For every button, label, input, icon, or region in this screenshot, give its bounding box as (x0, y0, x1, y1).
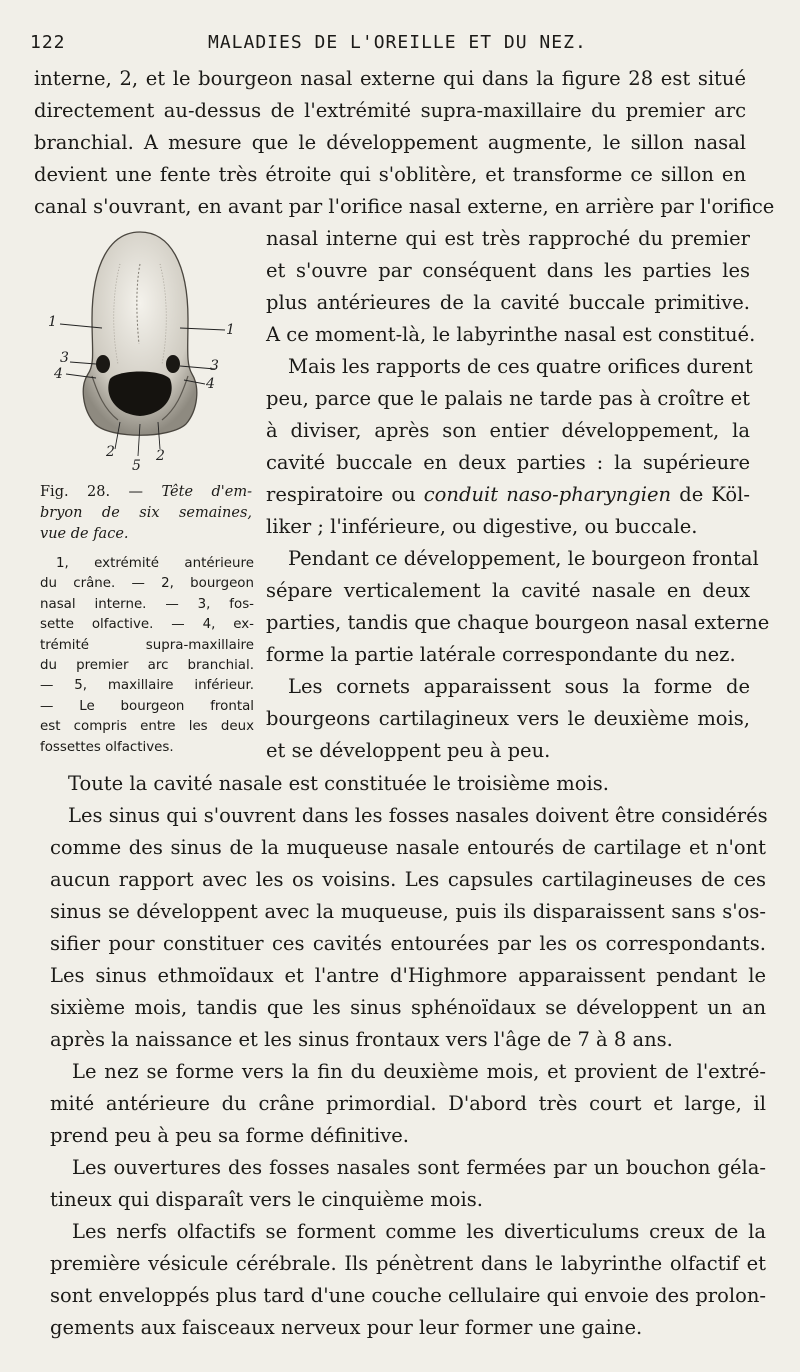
text-line (266, 479, 750, 511)
page-header (30, 30, 770, 60)
figure-caption (40, 482, 252, 545)
text-line: devient une fente très étroite qui s'oblitère, et transforme ce sillon en (34, 163, 746, 186)
text-line: Pendant ce développement, le bourgeon frontal (288, 547, 759, 570)
legend-line: fossettes olfactives. (40, 739, 174, 755)
text-line: aucun rapport avec les os voisins. Les capsules cartilagineuses de ces (50, 868, 766, 891)
text-line: Le nez se forme vers la fin du deuxième mois, et provient de l'extré- (72, 1060, 766, 1083)
legend-line: du crâne. — 2, bourgeon (40, 576, 254, 592)
text-fragment: respiratoire ou (266, 483, 416, 506)
text-line: sinus se développent avec la muqueuse, puis ils disparaissent sans s'os- (50, 900, 766, 923)
text-line: Les ouvertures des fosses nasales sont fermées par un bouchon géla- (72, 1156, 766, 1179)
text-line: prend peu à peu sa forme définitive. (50, 1124, 409, 1147)
text-line: sifier pour constituer ces cavités entourées par les os correspondants. (50, 932, 766, 955)
text-line: première vésicule cérébrale. Ils pénètrent dans le labyrinthe olfactif et (50, 1252, 766, 1275)
text-line: sixième mois, tandis que les sinus sphénoïdaux se développent un an (50, 996, 766, 1019)
legend-line: — Le bourgeon frontal (40, 698, 254, 714)
text-line: liker ; l'inférieure, ou digestive, ou buccale. (266, 515, 698, 538)
text-line: Mais les rapports de ces quatre orifices durent (288, 355, 753, 378)
text-line: bourgeons cartilagineux vers le deuxième mois, (266, 707, 750, 730)
text-line: comme des sinus de la muqueuse nasale entourés de cartilage et n'ont (50, 836, 766, 859)
text-line: gements aux faisceaux nerveux pour leur former une gaine. (50, 1316, 643, 1339)
legend-line: — 5, maxillaire inférieur. (40, 678, 254, 694)
text-line: canal s'ouvrant, en avant par l'orifice nasal externe, en arrière par l'orifice (34, 195, 775, 218)
text-line: branchial. A mesure que le développement augmente, le sillon nasal (34, 131, 746, 154)
text-line: après la naissance et les sinus frontaux vers l'âge de 7 à 8 ans. (50, 1028, 673, 1051)
text-line: tineux qui disparaît vers le cinquième mois. (50, 1188, 483, 1211)
figure-label: 1 (48, 314, 57, 330)
legend-line: 1, extrémité antérieure (56, 556, 254, 571)
figure-label: 1 (226, 322, 235, 338)
figure-label: 3 (60, 350, 69, 366)
text-line: parties, tandis que chaque bourgeon nasal externe (266, 611, 770, 634)
figure-label: 5 (132, 458, 141, 474)
text-line: interne, 2, et le bourgeon nasal externe qui dans la figure 28 est situé (34, 67, 746, 90)
text-line: à diviser, après son entier développement, la (266, 419, 750, 442)
text-fragment: de Köl- (679, 483, 750, 506)
text-line: Les sinus ethmoïdaux et l'antre d'Highmore apparaissent pendant le (50, 964, 766, 987)
embryo-head-illustration (40, 224, 250, 484)
figure-label: 3 (210, 358, 219, 374)
legend-line: est compris entre les deux (40, 719, 254, 735)
page-number: 122 (30, 32, 66, 53)
caption-title-line: vue de face. (40, 526, 129, 542)
text-line: Les cornets apparaissent sous la forme de (288, 675, 750, 698)
figure-legend (40, 554, 254, 758)
text-line: nasal interne qui est très rapproché du premier (266, 227, 750, 250)
running-title: MALADIES DE L'OREILLE ET DU NEZ. (208, 32, 587, 53)
text-line: Les nerfs olfactifs se forment comme les diverticulums creux de la (72, 1220, 766, 1243)
figure-28 (40, 224, 250, 484)
figure-label: 2 (106, 444, 115, 460)
text-line: A ce moment-là, le labyrinthe nasal est constitué. (266, 323, 756, 346)
text-line: mité antérieure du crâne primordial. D'abord très court et large, il (50, 1092, 766, 1115)
figure-label: 2 (156, 448, 165, 464)
caption-title: Tête d'em- (161, 484, 252, 500)
text-line: forme la partie latérale correspondante du nez. (266, 643, 736, 666)
caption-title-line: bryon de six semaines, (40, 505, 252, 521)
legend-line: trémité supra-maxillaire (40, 637, 254, 653)
italic-term: conduit naso-pharyngien (423, 483, 672, 506)
legend-line: du premier arc branchial. (40, 658, 254, 674)
caption-number: Fig. 28. — (40, 484, 144, 500)
figure-label: 4 (54, 366, 63, 382)
text-line: sont enveloppés plus tard d'une couche cellulaire qui envoie des prolon- (50, 1284, 766, 1307)
text-line: peu, parce que le palais ne tarde pas à croître et (266, 387, 750, 410)
text-line: et s'ouvre par conséquent dans les parties les (266, 259, 750, 282)
legend-line: sette olfactive. — 4, ex- (40, 617, 254, 633)
text-line: directement au-dessus de l'extrémité supra-maxillaire du premier arc (34, 99, 746, 122)
figure-label: 4 (206, 376, 215, 392)
text-line: sépare verticalement la cavité nasale en deux (266, 579, 750, 602)
text-line: Toute la cavité nasale est constituée le troisième mois. (68, 772, 609, 795)
text-line: et se développent peu à peu. (266, 739, 551, 762)
legend-line: nasal interne. — 3, fos- (40, 596, 254, 612)
text-line: plus antérieures de la cavité buccale primitive. (266, 291, 750, 314)
text-line: cavité buccale en deux parties : la supérieure (266, 451, 750, 474)
text-line: Les sinus qui s'ouvrent dans les fosses nasales doivent être considérés (68, 804, 768, 827)
